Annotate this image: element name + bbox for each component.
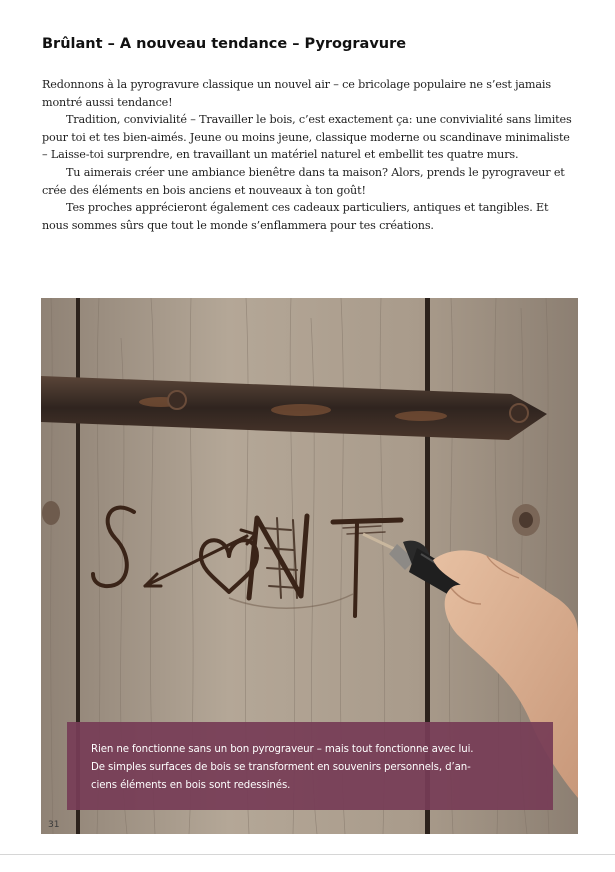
body-paragraph: Tes proches apprécieront également ces cadeaux particuliers, antiques et tangibles. Et nous sommes sûrs que tout le monde s’enflammera pour tes créations. xyxy=(42,201,549,232)
body-paragraph: Tu aimerais créer une ambiance bienêtre dans ta maison? Alors, prends le pyrograveur et crée des éléments en bois anciens et nouveaux à ton goût! xyxy=(42,165,565,197)
article-title: Brûlant – A nouveau tendance – Pyrogravure xyxy=(42,36,407,52)
page-number: 31 xyxy=(48,820,60,830)
hinge-bolt xyxy=(510,404,528,422)
article-body xyxy=(42,76,574,234)
caption-line: ciens éléments en bois sont redessinés. xyxy=(91,780,291,791)
footer-divider xyxy=(0,854,615,855)
caption-line: De simples surfaces de bois se transforment en souvenirs personnels, d’an- xyxy=(91,762,471,773)
body-paragraph: Tradition, convivialité – Travailler le bois, c’est exactement ça: une convivialité sans limites pour toi et tes bien-aimés. Jeune ou moins jeune, classique moderne ou scandinave minimaliste – Laisse-toi surprendre, en travaillant un matériel naturel et embellit tes quatre murs. xyxy=(42,113,572,162)
burned-letter-t xyxy=(333,520,401,522)
hinge-bolt xyxy=(168,391,186,409)
caption-line: Rien ne fonctionne sans un bon pyrograveur – mais tout fonctionne avec lui. xyxy=(91,744,474,755)
intro-paragraph: Redonnons à la pyrogravure classique un nouvel air – ce bricolage populaire ne s’est jamais montré aussi tendance! xyxy=(42,78,551,109)
photo-caption xyxy=(67,722,553,810)
